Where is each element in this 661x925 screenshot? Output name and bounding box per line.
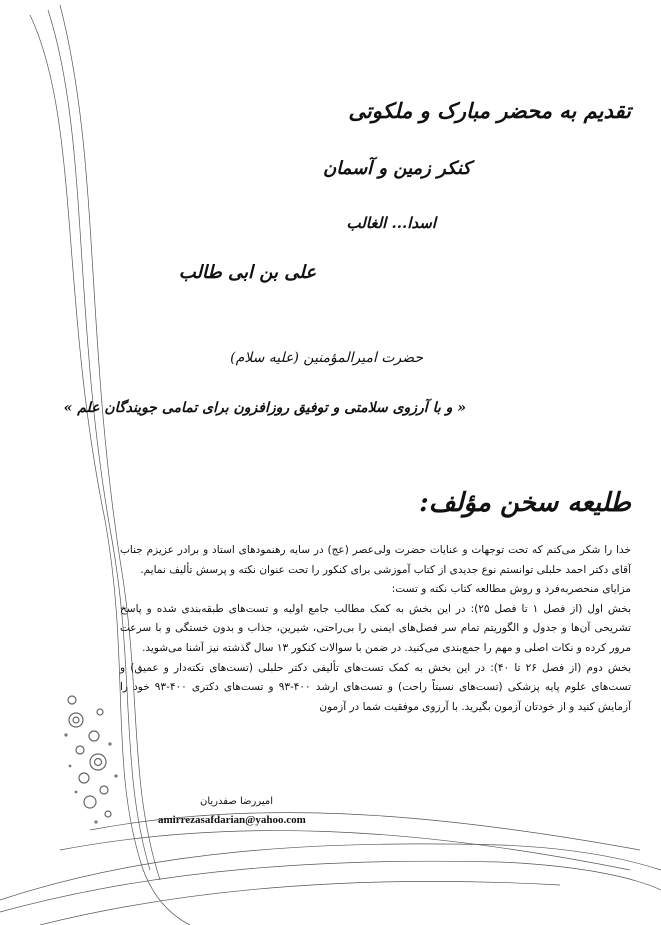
preface-heading: طلیعه سخن مؤلف:	[419, 488, 631, 518]
author-email[interactable]: amirrezasafdarian@yahoo.com	[158, 814, 306, 826]
dedication-line-3: اسدا... الغالب	[346, 214, 436, 232]
dedication-line-5: حضرت امیرالمؤمنین (علیه سلام)	[230, 350, 423, 366]
swirl-lines	[0, 5, 661, 925]
dedication-line-1: تقدیم به محضر مبارک و ملکوتی	[348, 98, 631, 123]
preface-paragraph-3: بخش اول (از فصل ۱ تا فصل ۲۵): در این بخش به کمک مطالب جامع اولیه و تست‌های طبقه‌بندی شده و پاسخ تشریحی آن‌ها و جدول و الگوریتم تمام سر فصل‌های ایمنی را بی‌راحتی، شیرین، جذاب و بدون خستگی و با سرعت مرور کرده و نکات اصلی و مهم را جمع‌بندی می‌کنید. در ضمن با سوالات کنکور ۱۳ سال گذشته نیز آشنا می‌شوید.	[120, 602, 631, 654]
dedication-line-4: علی بن ابی طالب	[178, 262, 316, 283]
decorative-dots	[64, 733, 117, 823]
preface-paragraph-2: مزایای منحصربه‌فرد و روش مطالعه کتاب نکته و تست:	[391, 583, 631, 596]
dedication-line-2: کنکر زمین و آسمان	[322, 158, 471, 179]
dedication-line-6: « و با آرزوی سلامتی و توفیق روزافزون برای تمامی جویندگان علم »	[63, 400, 466, 416]
author-name: امیررضا صفدریان	[200, 796, 274, 807]
preface-paragraph-1: خدا را شکر می‌کنم که تحت توجهات و عنایات حضرت ولی‌عصر (عج) در سایه رهنمودهای استاد و برادر عزیزم جناب آقای دکتر احمد حلبلی توانستم نوع جدیدی از کتاب آموزشی برای کنکور را تحت عنوان نکته و پرسش تألیف نمایم.	[120, 544, 631, 576]
preface-body	[120, 541, 631, 717]
preface-paragraph-4: بخش دوم (از فصل ۲۶ تا ۴۰): در این بخش به کمک تست‌های تألیفی دکتر حلبلی (تست‌های نکته‌دار و عمیق) و تست‌های علوم پایه پزشکی (تست‌های نسبتاً راحت) و تست‌های ارشد ۴۰۰-۹۳ و تست‌های دکتری ۴۰۰-۹۳ خود را آزمایش کنید و از خودتان آزمون بگیرید. با آرزوی موفقیت شما در آزمون	[120, 661, 632, 713]
decorative-circles	[68, 696, 111, 817]
